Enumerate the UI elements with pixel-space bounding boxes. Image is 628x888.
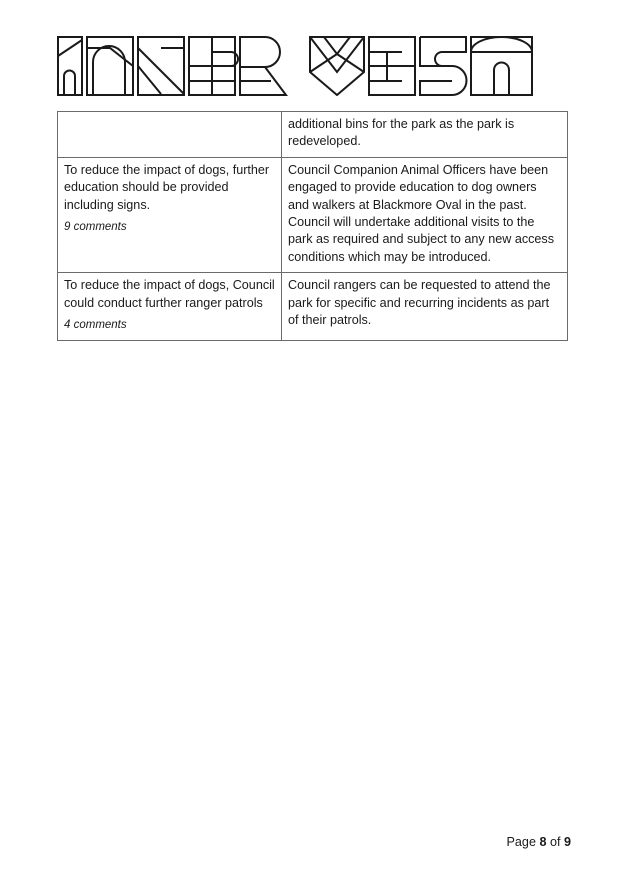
issue-text: To reduce the impact of dogs, further education should be provided including signs.	[64, 162, 270, 212]
response-text: Council rangers can be requested to attend the park for specific and recurring incidents as part of their patrols.	[288, 278, 551, 328]
page-word: Page	[506, 835, 536, 849]
feedback-response-table	[57, 111, 568, 341]
response-cell	[282, 112, 568, 158]
comment-count: 9 comments	[64, 221, 127, 234]
comment-count: 4 comments	[64, 319, 127, 332]
page-number	[507, 835, 571, 849]
table-row	[58, 112, 568, 158]
issue-text: To reduce the impact of dogs, Council could conduct further ranger patrols	[64, 278, 275, 310]
response-cell	[282, 157, 568, 272]
page-total: 9	[563, 835, 571, 849]
response-cell	[282, 273, 568, 341]
table-row	[58, 157, 568, 272]
inner-west-logo-graphic	[57, 36, 533, 96]
table-row	[58, 273, 568, 341]
of-word: of	[549, 835, 561, 849]
issue-cell	[58, 273, 282, 341]
issue-cell	[58, 157, 282, 272]
issue-cell	[58, 112, 282, 158]
response-text: Council Companion Animal Officers have been engaged to provide education to dog owners and walkers at Blackmore Oval in the past. Council will undertake additional visits to the park as required and subject to any new access conditions which may be introduced.	[288, 162, 555, 264]
response-text: additional bins for the park as the park is redeveloped.	[288, 117, 515, 149]
inner-west-logo	[57, 36, 533, 96]
page-current: 8	[539, 835, 547, 849]
